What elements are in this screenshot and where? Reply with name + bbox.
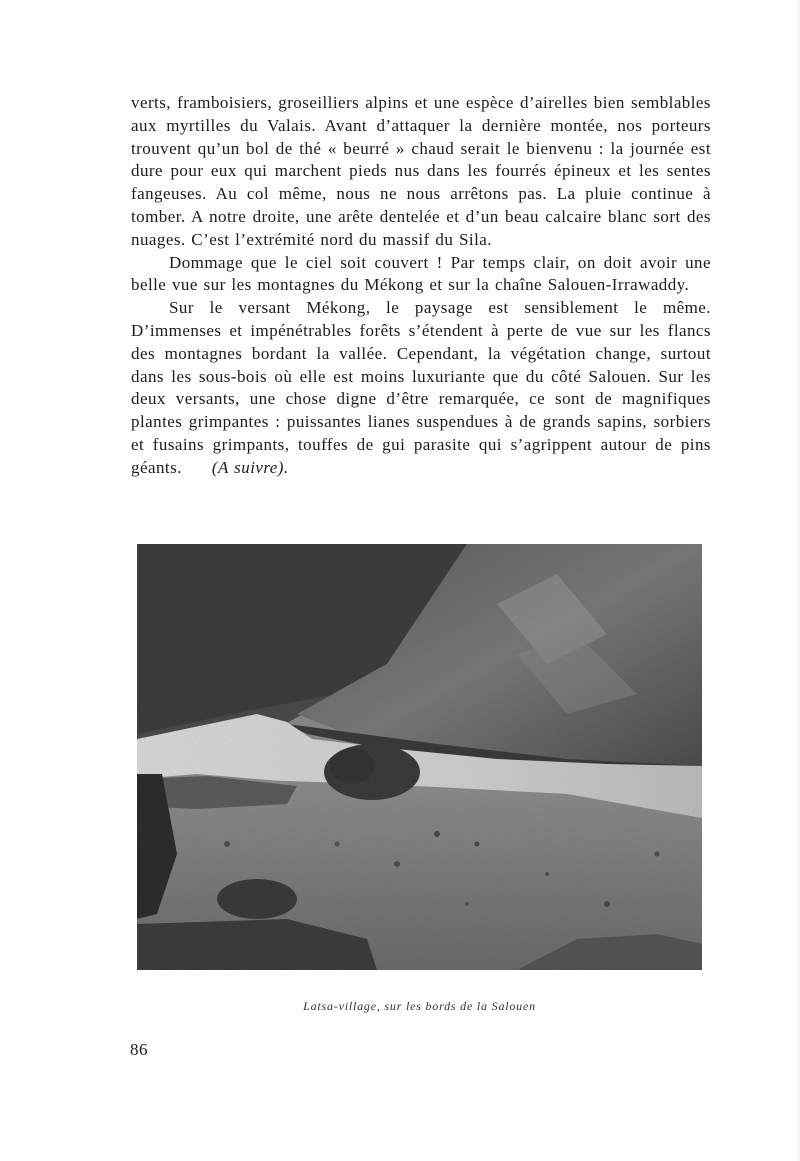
river-valley-illustration <box>137 544 702 970</box>
scan-edge-shadow <box>794 0 800 1161</box>
paragraph-2: Dommage que le ciel soit couvert ! Par temps clair, on doit avoir une belle vue sur les montagnes du Mékong et sur la chaîne Salouen-Irrawaddy. <box>131 252 711 295</box>
page-number: 86 <box>130 1040 148 1059</box>
paragraph-3-text: Sur le versant Mékong, le paysage est sensiblement le même. D’immenses et impénétrables forêts s’étendent à perte de vue sur les flancs des montagnes bordant la vallée. Cependant, la végétation change, surtout dans les sous-bois où elle est moins luxuriante que du côté Salouen. Sur les deux versants, une chose digne d’être remarquée, ce sont de magnifiques plantes grimpantes : puissantes lianes suspendues à de grands sapins, sorbiers et fusains grimpants, touffes de gui parasite qui s’agrippent autour de pins géants. <box>131 298 711 477</box>
paragraph-1: verts, framboisiers, groseilliers alpins et une espèce d’airelles bien semblables aux myrtilles du Valais. Avant d’attaquer la dernière montée, nos porteurs trouvent qu’un bol de thé « beurré » chaud serait le bienvenu : la journée est dure pour eux qui marchent pieds nus dans les fourrés épineux et les sentes fangeuses. Au col même, nous ne nous arrêtons pas. La pluie continue à tomber. A notre droite, une arête dentelée et d’un beau calcaire blanc sort des nuages. C’est l’extrémité nord du massif du Sila. <box>131 93 711 249</box>
continuation-note: (A suivre). <box>211 457 289 477</box>
photo-caption: Latsa-village, sur les bords de la Salouen <box>303 999 536 1013</box>
paragraph-3 <box>131 297 711 479</box>
landscape-photo <box>137 544 702 970</box>
article-text <box>131 92 711 480</box>
